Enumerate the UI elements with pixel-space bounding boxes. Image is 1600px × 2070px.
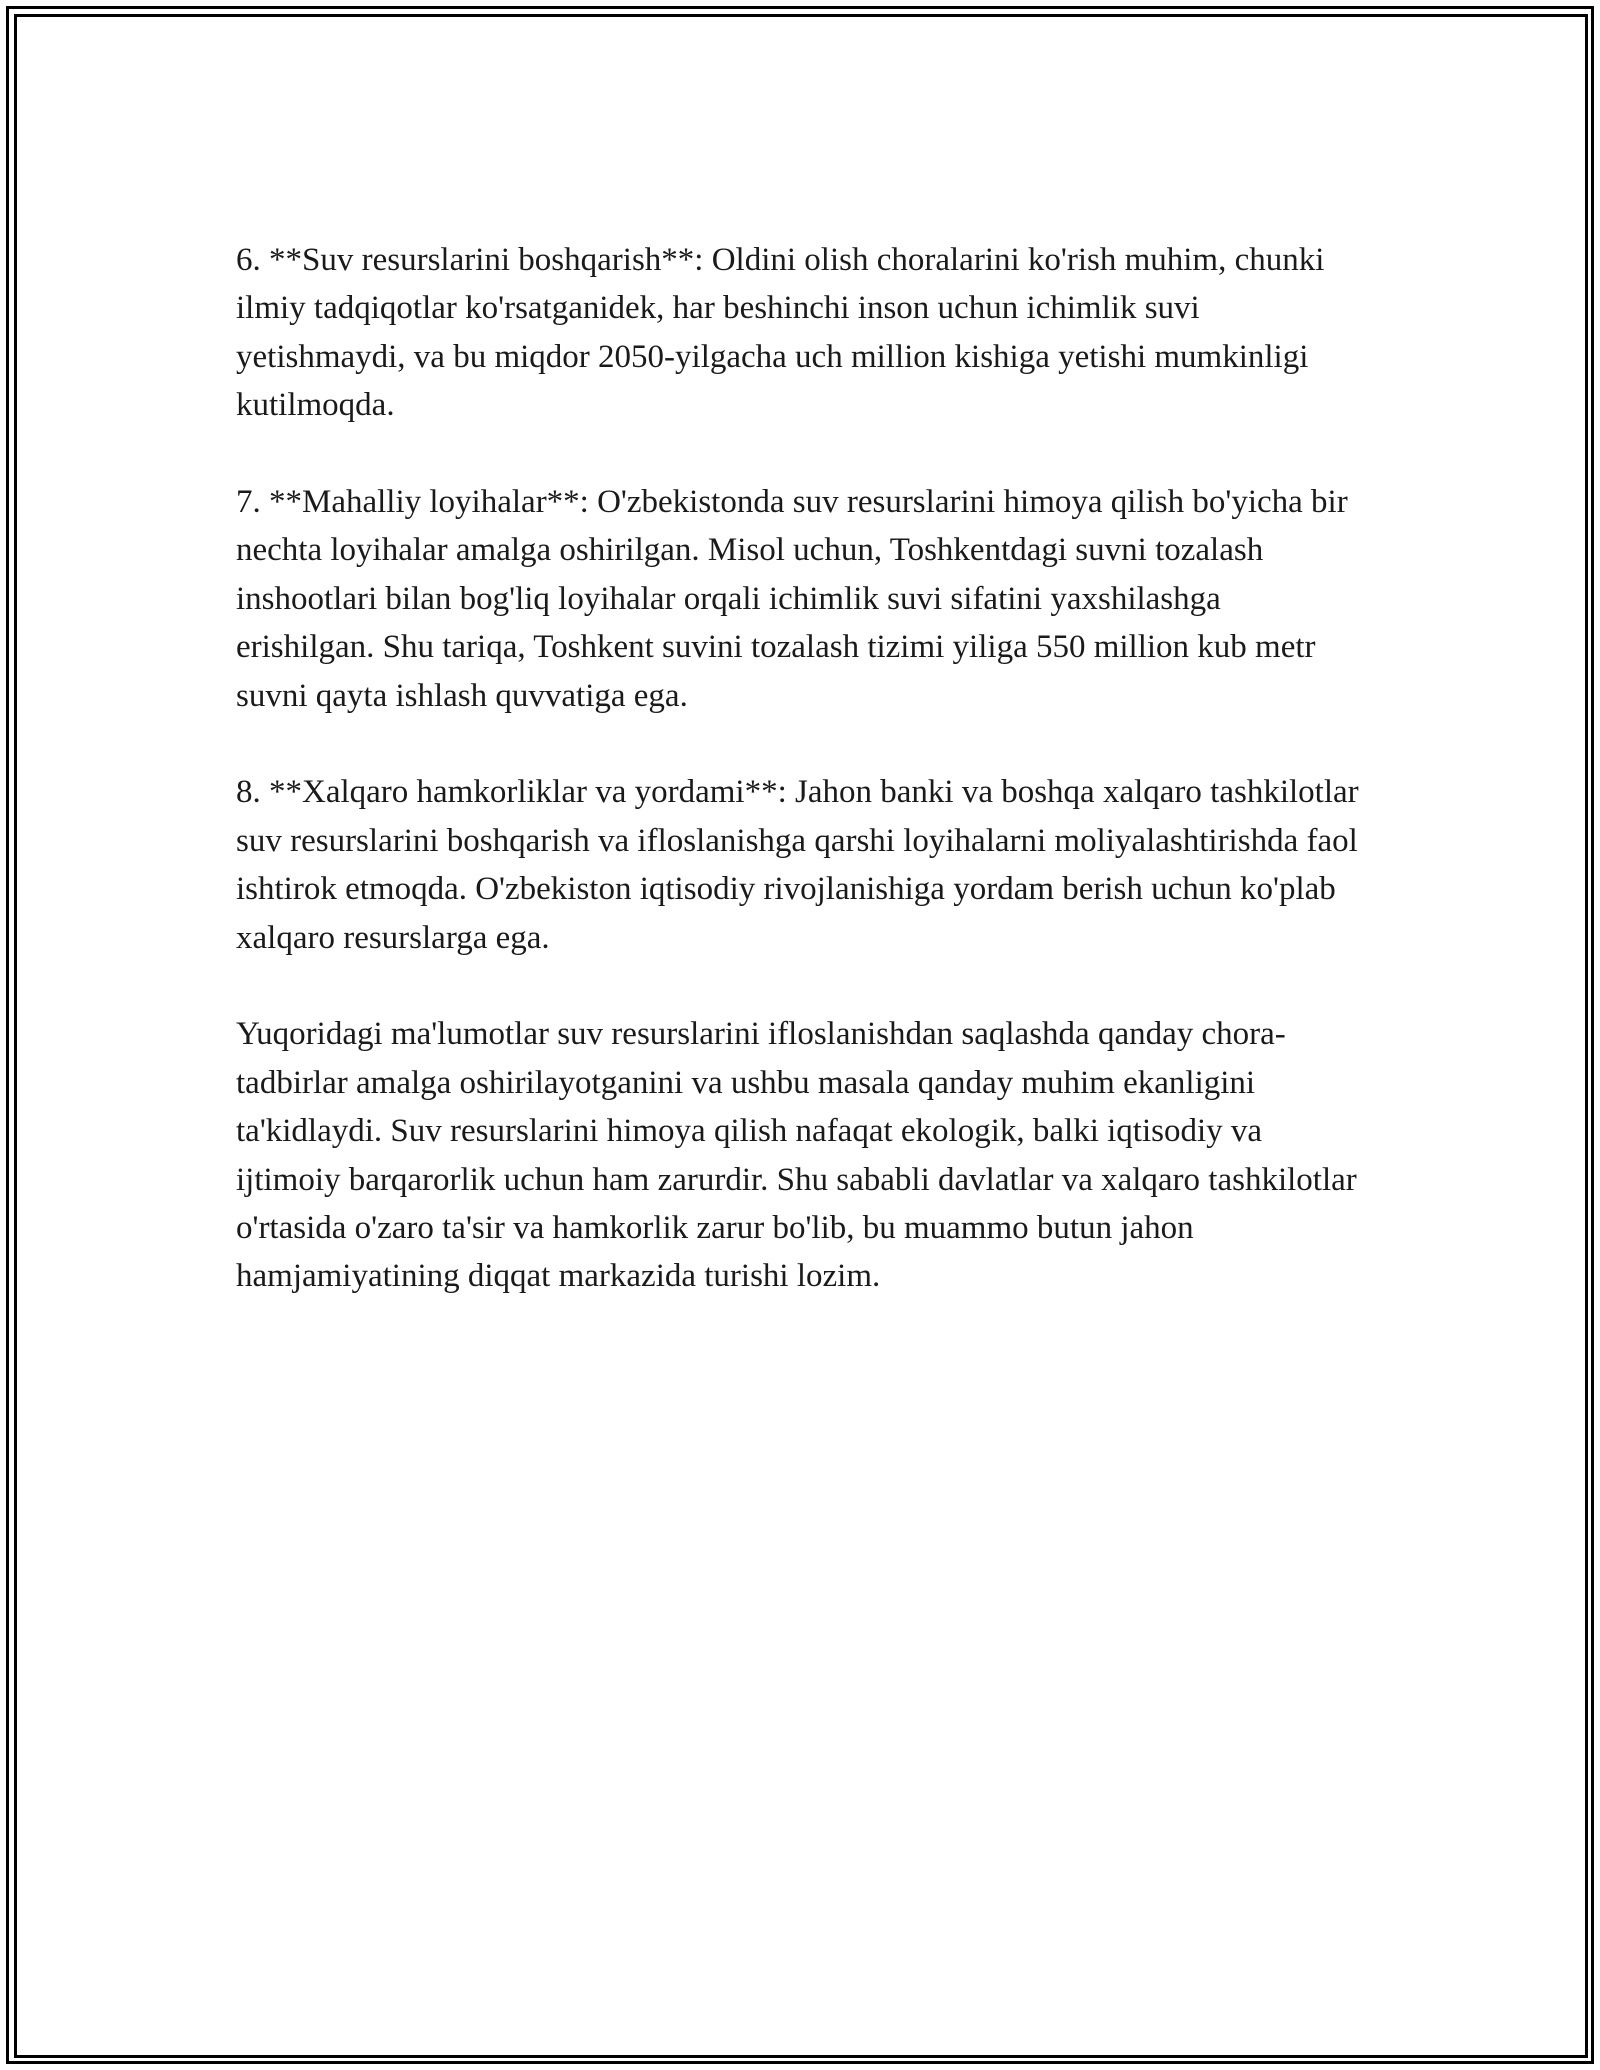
paragraph-item-7: 7. **Mahalliy loyihalar**: O'zbekistonda suv resurslarini himoya qilish bo'yicha bir nechta loyihalar amalga oshirilgan. Misol uchun, Toshkentdagi suvni tozalash inshootlari bilan bog'liq loyihalar orqali ichimlik suvi sifatini yaxshilashga erishilgan. Shu tariqa, Toshkent suvini tozalash tizimi yiliga 550 million kub metr suvni qayta ishlash quvvatiga ega. [236, 484, 1348, 714]
conclusion-paragraph: Yuqoridagi ma'lumotlar suv resurslarini ifloslanishdan saqlashda qanday chora-tadbirlar amalga oshirilayotganini va ushbu masala qanday muhim ekanligini ta'kidlaydi. Suv resurslarini himoya qilish nafaqat ekologik, balki iqtisodiy va ijtimoiy barqarorlik uchun ham zarurdir. Shu sababli davlatlar va xalqaro tashkilotlar o'rtasida o'zaro ta'sir va hamkorlik zarur bo'lib, bu muammo butun jahon hamjamiyatining diqqat markazida turishi lozim. [236, 1016, 1357, 1295]
document-body [236, 236, 1366, 1349]
paragraph-item-6: 6. **Suv resurslarini boshqarish**: Oldini olish choralarini ko'rish muhim, chunki ilmiy tadqiqotlar ko'rsatganidek, har beshinchi inson uchun ichimlik suvi yetishmaydi, va bu miqdor 2050-yilgacha uch million kishiga yetishi mumkinligi kutilmoqda. [236, 242, 1325, 424]
paragraph-item-8: 8. **Xalqaro hamkorliklar va yordami**: Jahon banki va boshqa xalqaro tashkilotlar suv resurslarini boshqarish va ifloslanishga qarshi loyihalarni moliyalashtirishda faol ishtirok etmoqda. O'zbekiston iqtisodiy rivojlanishiga yordam berish uchun ko'plab xalqaro resurslarga ega. [236, 774, 1359, 956]
